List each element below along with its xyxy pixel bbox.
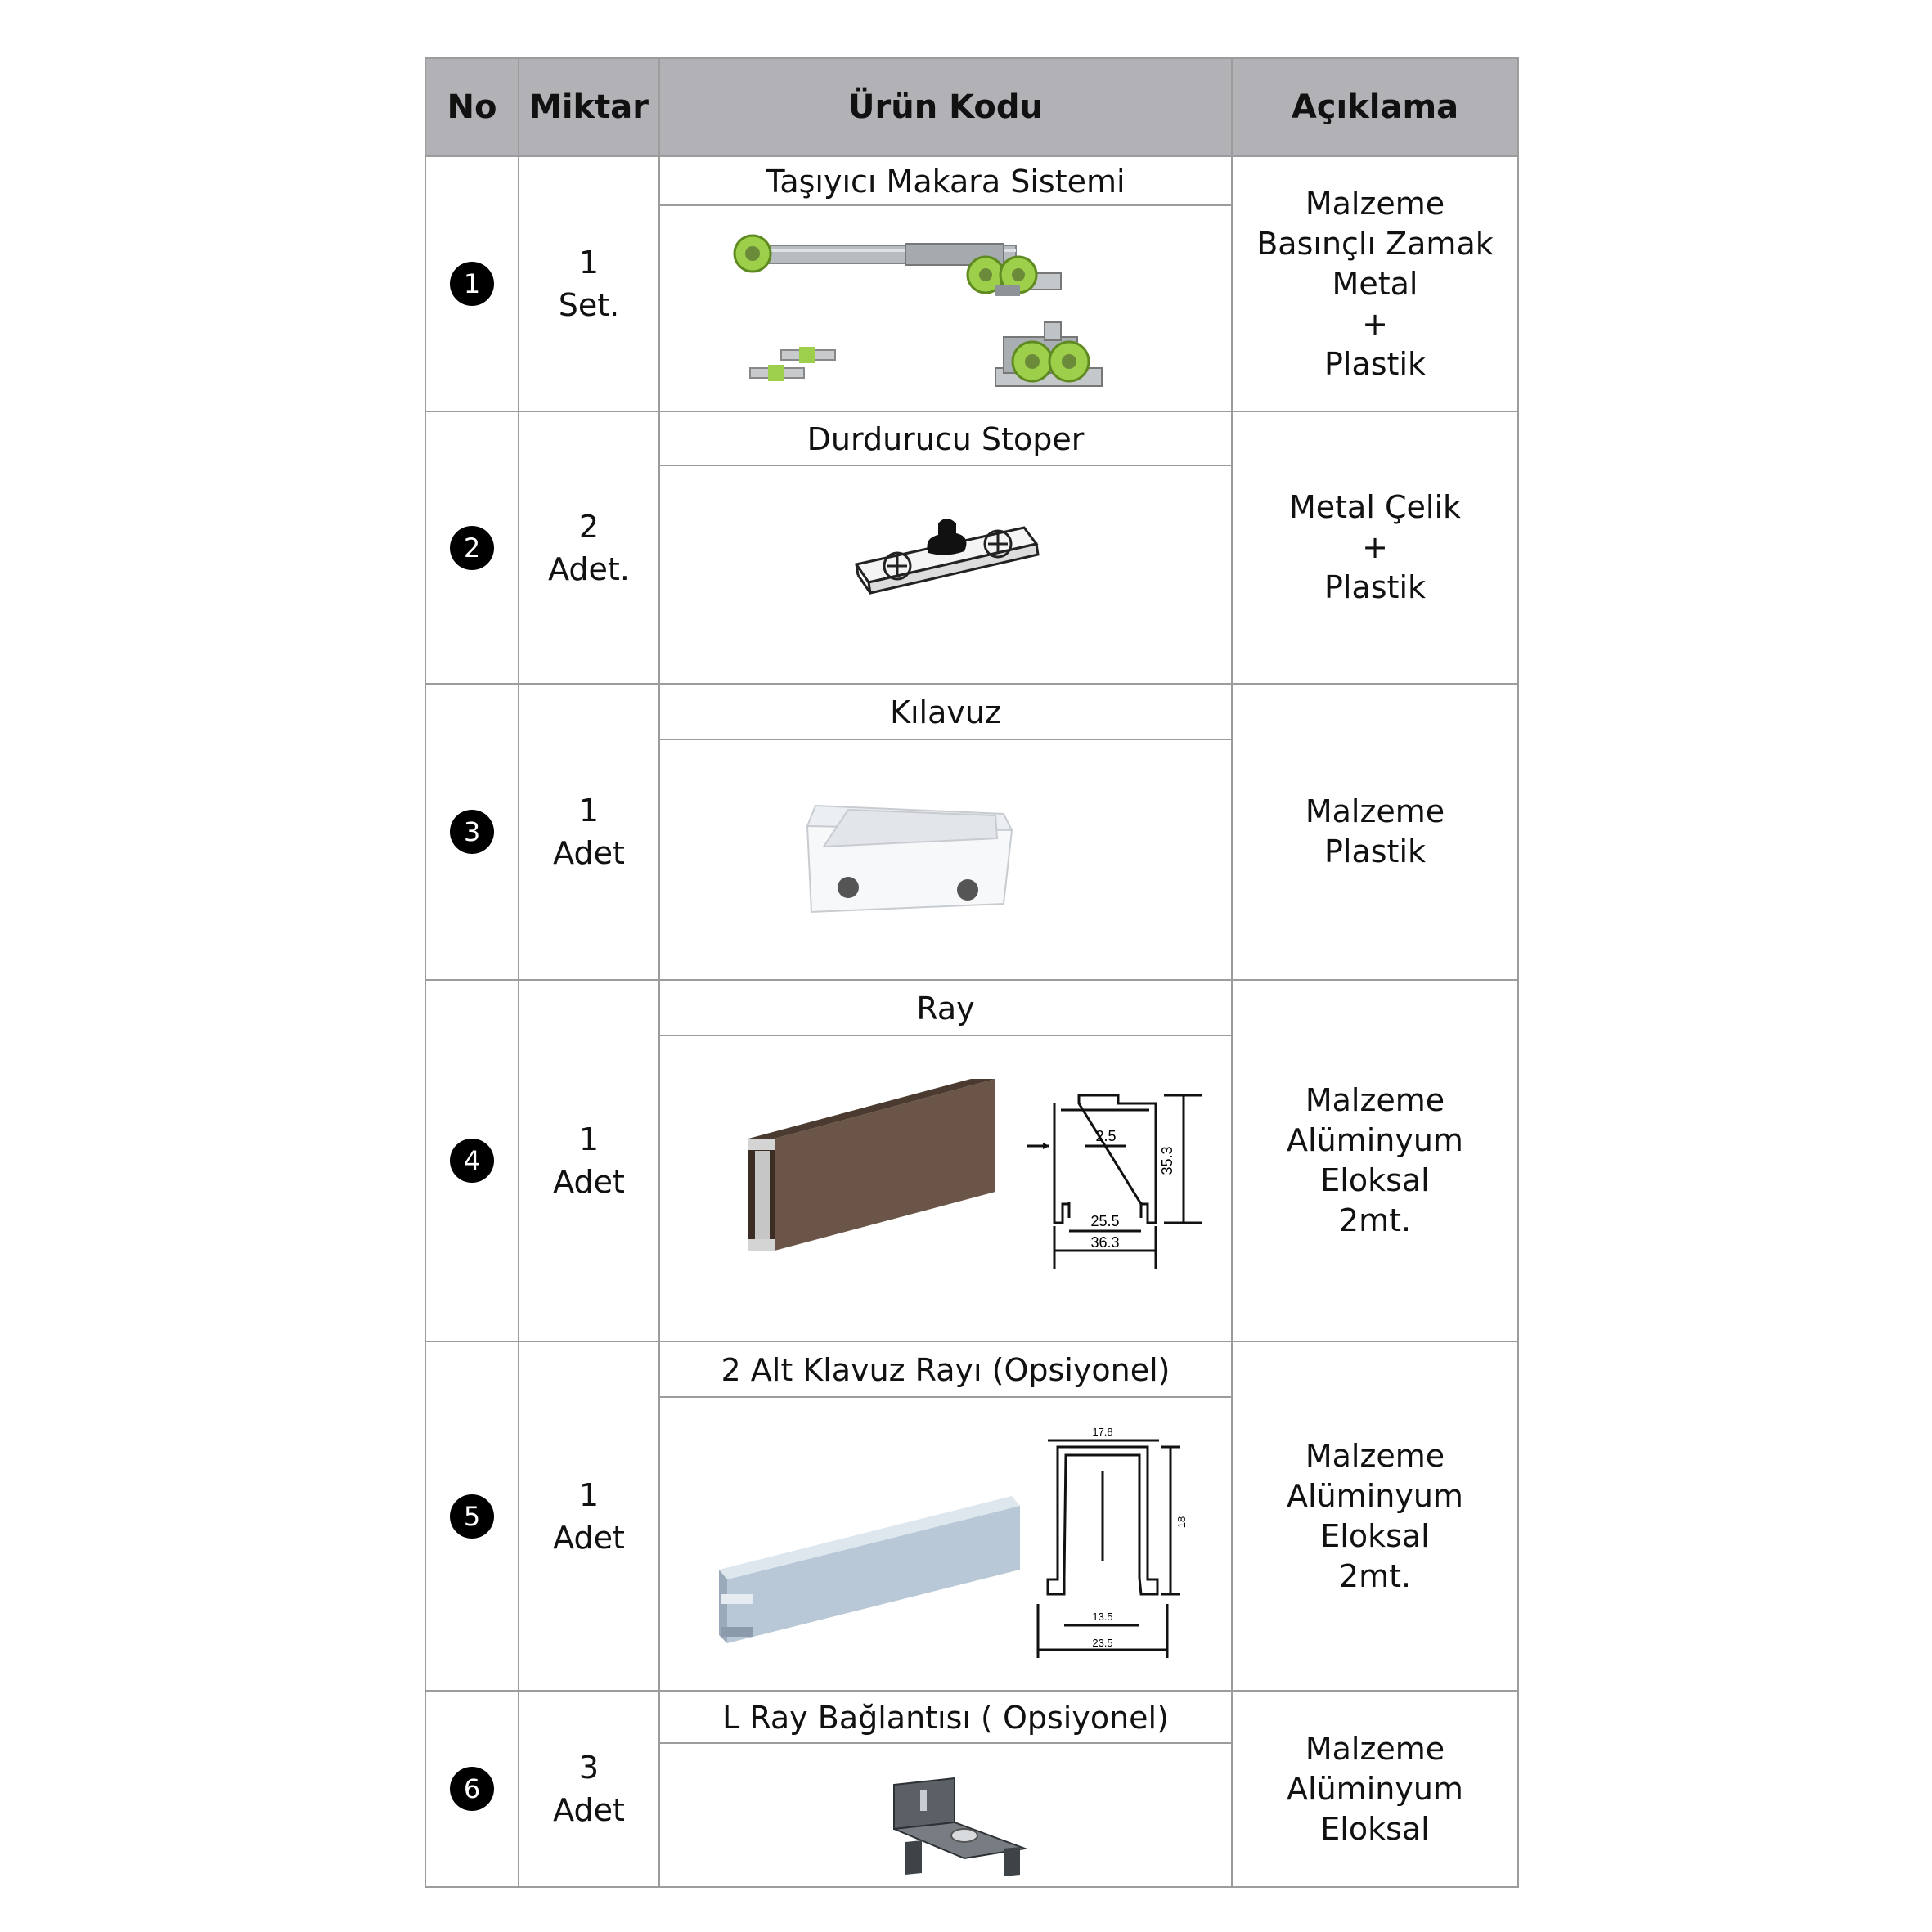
description-line: Malzeme bbox=[1305, 1082, 1445, 1118]
product-name: Taşıyıcı Makara Sistemi bbox=[660, 157, 1231, 206]
description-line: Metal Çelik bbox=[1288, 489, 1462, 525]
parts-table bbox=[425, 57, 1519, 1888]
dimension-label: 36.3 bbox=[1090, 1234, 1120, 1251]
description-line: Eloksal bbox=[1320, 1810, 1430, 1847]
l-bracket-icon bbox=[660, 1744, 1231, 1886]
description-cell bbox=[1232, 156, 1518, 411]
quantity-cell bbox=[519, 980, 659, 1341]
description-line: Plastik bbox=[1323, 833, 1427, 869]
row-number-badge: 2 bbox=[450, 526, 494, 570]
description-line: Alüminyum bbox=[1287, 1122, 1463, 1158]
quantity-cell bbox=[519, 1691, 659, 1887]
quantity-unit: Adet bbox=[553, 1519, 625, 1556]
dimension-label: 17.8 bbox=[1092, 1426, 1113, 1438]
description-line: Malzeme bbox=[1305, 185, 1445, 222]
quantity-value: 3 bbox=[578, 1750, 600, 1786]
row-number-badge: 5 bbox=[450, 1494, 494, 1539]
table-row bbox=[425, 1691, 1518, 1887]
description-line: Eloksal bbox=[1320, 1517, 1430, 1554]
dimension-label: 2.5 bbox=[1095, 1128, 1117, 1144]
table-row bbox=[425, 156, 1518, 411]
roller-carriage-icon bbox=[660, 206, 1231, 411]
description-line: Plastik bbox=[1323, 569, 1427, 605]
quantity-unit: Set. bbox=[558, 287, 620, 323]
product-name: Durdurucu Stoper bbox=[660, 412, 1231, 466]
table-row bbox=[425, 980, 1518, 1341]
row-number-cell bbox=[425, 1691, 519, 1887]
quantity-unit: Adet. bbox=[548, 550, 630, 587]
description-cell bbox=[1232, 980, 1518, 1341]
quantity-unit: Adet bbox=[553, 835, 625, 871]
quantity-value: 1 bbox=[578, 245, 600, 281]
description-line: Metal bbox=[1332, 265, 1418, 302]
dimension-label: 23.5 bbox=[1092, 1637, 1113, 1649]
description-line: Plastik bbox=[1323, 345, 1427, 382]
product-cell bbox=[659, 1691, 1232, 1887]
dimension-label: 13.5 bbox=[1092, 1611, 1113, 1623]
product-cell bbox=[659, 156, 1232, 411]
header-qty: Miktar bbox=[519, 58, 659, 156]
stopper-plate-icon bbox=[660, 466, 1231, 683]
table-row bbox=[425, 684, 1518, 980]
rail-profile-icon bbox=[660, 1036, 1231, 1341]
dimension-label: 35.3 bbox=[1159, 1146, 1175, 1175]
table-row bbox=[425, 1341, 1518, 1691]
quantity-cell bbox=[519, 1341, 659, 1691]
guide-block-icon bbox=[660, 740, 1231, 979]
row-number-cell bbox=[425, 411, 519, 684]
quantity-cell bbox=[519, 684, 659, 980]
product-name: L Ray Bağlantısı ( Opsiyonel) bbox=[660, 1692, 1231, 1744]
product-name: 2 Alt Klavuz Rayı (Opsiyonel) bbox=[660, 1342, 1231, 1398]
quantity-value: 1 bbox=[578, 1121, 600, 1157]
quantity-value: 1 bbox=[578, 1476, 600, 1513]
quantity-cell bbox=[519, 411, 659, 684]
table-row bbox=[425, 411, 1518, 684]
description-line: Alüminyum bbox=[1287, 1477, 1463, 1514]
description-line: 2mt. bbox=[1338, 1557, 1412, 1594]
row-number-cell bbox=[425, 684, 519, 980]
description-line: Malzeme bbox=[1305, 1730, 1445, 1767]
description-line: Alüminyum bbox=[1287, 1770, 1463, 1807]
quantity-cell bbox=[519, 156, 659, 411]
product-cell bbox=[659, 980, 1232, 1341]
description-line: 2mt. bbox=[1338, 1202, 1412, 1238]
description-cell bbox=[1232, 1341, 1518, 1691]
product-name: Kılavuz bbox=[660, 685, 1231, 740]
quantity-value: 1 bbox=[578, 793, 600, 829]
description-line: Eloksal bbox=[1320, 1162, 1430, 1198]
product-cell bbox=[659, 684, 1232, 980]
row-number-cell bbox=[425, 1341, 519, 1691]
header-no: No bbox=[425, 58, 519, 156]
product-cell bbox=[659, 1341, 1232, 1691]
parts-table-wrapper bbox=[425, 57, 1517, 1887]
quantity-unit: Adet bbox=[553, 1792, 625, 1828]
description-line: + bbox=[1362, 529, 1388, 565]
dimension-label: 18 bbox=[1175, 1516, 1188, 1529]
description-cell bbox=[1232, 1691, 1518, 1887]
description-line: Malzeme bbox=[1305, 793, 1445, 829]
bottom-guide-rail-icon bbox=[660, 1398, 1231, 1690]
description-cell bbox=[1232, 411, 1518, 684]
row-number-badge: 6 bbox=[450, 1767, 494, 1811]
description-line: Malzeme bbox=[1305, 1437, 1445, 1474]
dimension-label: 25.5 bbox=[1090, 1213, 1120, 1229]
row-number-badge: 3 bbox=[450, 810, 494, 854]
description-line: + bbox=[1362, 305, 1388, 342]
header-code: Ürün Kodu bbox=[659, 58, 1232, 156]
row-number-badge: 4 bbox=[450, 1139, 494, 1183]
quantity-value: 2 bbox=[578, 508, 600, 545]
header-desc: Açıklama bbox=[1232, 58, 1518, 156]
row-number-badge: 1 bbox=[450, 262, 494, 306]
product-name: Ray bbox=[660, 981, 1231, 1036]
product-cell bbox=[659, 411, 1232, 684]
row-number-cell bbox=[425, 980, 519, 1341]
quantity-unit: Adet bbox=[553, 1164, 625, 1200]
row-number-cell bbox=[425, 156, 519, 411]
table-header-row bbox=[425, 58, 1518, 156]
description-cell bbox=[1232, 684, 1518, 980]
description-line: Basınçlı Zamak bbox=[1256, 225, 1494, 262]
